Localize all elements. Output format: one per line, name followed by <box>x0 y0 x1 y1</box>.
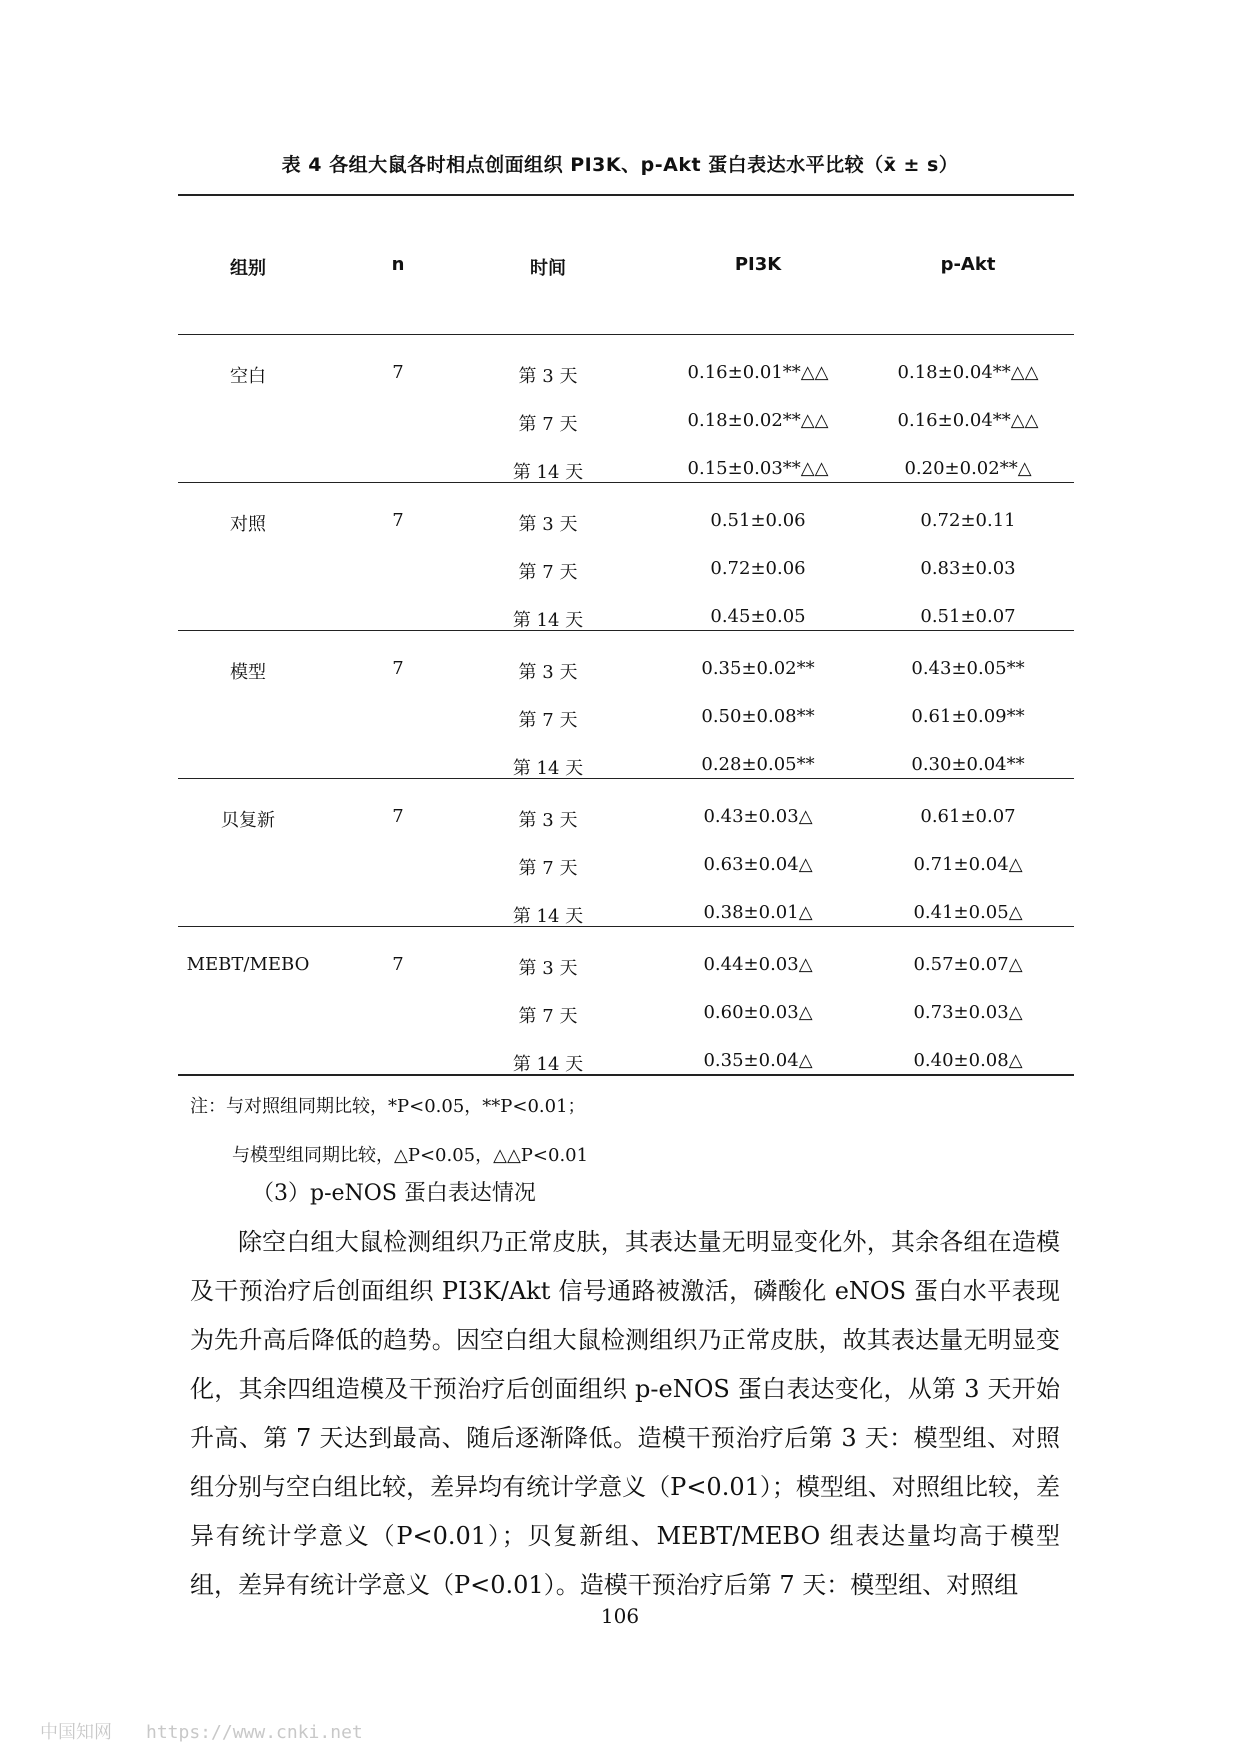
time-cell: 第 7 天 <box>518 562 578 583</box>
time-cell: 第 7 天 <box>518 710 578 731</box>
pi3k-cell: 0.63±0.04△ <box>703 854 813 875</box>
pi3k-cell: 0.16±0.01**△△ <box>687 362 829 383</box>
page-number: 106 <box>600 1604 640 1628</box>
watermark-url: https://www.cnki.net <box>146 1722 363 1743</box>
header-pi3k: PI3K <box>734 254 782 275</box>
pi3k-cell: 0.45±0.05 <box>710 606 806 627</box>
time-cell: 第 3 天 <box>518 958 578 979</box>
time-cell: 第 7 天 <box>518 858 578 879</box>
table-note-1: 注：与对照组同期比较，*P<0.05，**P<0.01； <box>190 1096 586 1117</box>
table-group-model <box>178 630 1074 778</box>
time-cell: 第 14 天 <box>512 462 584 483</box>
header-n: n <box>391 254 405 275</box>
pi3k-cell: 0.44±0.03△ <box>703 954 813 975</box>
time-cell: 第 3 天 <box>518 810 578 831</box>
group-name: 贝复新 <box>221 810 275 831</box>
pakt-cell: 0.40±0.08△ <box>913 1050 1023 1071</box>
pi3k-cell: 0.15±0.03**△△ <box>687 458 829 479</box>
table-caption: 表 4 各组大鼠各时相点创面组织 PI3K、p-Akt 蛋白表达水平比较（x̄ ± s） <box>281 154 959 176</box>
pi3k-cell: 0.38±0.01△ <box>703 902 813 923</box>
time-cell: 第 3 天 <box>518 514 578 535</box>
table-group-beifuxin <box>178 778 1074 926</box>
table-note-2: 与模型组同期比较，△P<0.05，△△P<0.01 <box>232 1145 589 1166</box>
pi3k-cell: 0.50±0.08** <box>701 706 815 727</box>
pakt-cell: 0.61±0.07 <box>920 806 1016 827</box>
time-cell: 第 3 天 <box>518 662 578 683</box>
time-cell: 第 14 天 <box>512 906 584 927</box>
time-cell: 第 14 天 <box>512 1054 584 1075</box>
body-paragraph: 除空白组大鼠检测组织乃正常皮肤，其表达量无明显变化外，其余各组在造模及干预治疗后创面组织 PI3K/Akt 信号通路被激活，磷酸化 eNOS 蛋白水平表现为先升高后降低的趋势。因空白组大鼠检测组织乃正常皮肤，故其表达量无明显变化，其余四组造模及干预治疗后创面组织 p-eNOS 蛋白表达变化，从第 3 天开始升高、第 7 天达到最高、随后逐渐降低。造模干预治疗后第 3 天：模型组、对照组分别与空白组比较，差异均有统计学意义（P<0.01）；模型组、对照组比较，差异有统计学意义（P<0.01）；贝复新组、MEBT/MEBO 组表达量均高于模型组，差异有统计学意义（P<0.01）。造模干预治疗后第 7 天：模型组、对照组 <box>190 1228 1060 1599</box>
header-time: 时间 <box>530 258 566 279</box>
section-heading: （3）p-eNOS 蛋白表达情况 <box>252 1181 536 1206</box>
pakt-cell: 0.41±0.05△ <box>913 902 1023 923</box>
pakt-cell: 0.72±0.11 <box>920 510 1016 531</box>
pi3k-cell: 0.51±0.06 <box>710 510 806 531</box>
table-header-row <box>178 194 1074 334</box>
table-group-mebt <box>178 926 1074 1074</box>
watermark-brand: 中国知网 <box>40 1722 112 1743</box>
group-name: 模型 <box>230 662 266 683</box>
group-n: 7 <box>392 510 404 531</box>
pakt-cell: 0.83±0.03 <box>920 558 1016 579</box>
group-n: 7 <box>392 362 404 383</box>
pakt-cell: 0.18±0.04**△△ <box>897 362 1039 383</box>
pakt-cell: 0.51±0.07 <box>920 606 1016 627</box>
pi3k-cell: 0.43±0.03△ <box>703 806 813 827</box>
time-cell: 第 14 天 <box>512 758 584 779</box>
pakt-cell: 0.43±0.05** <box>911 658 1025 679</box>
pi3k-cell: 0.35±0.04△ <box>703 1050 813 1071</box>
table-group-blank <box>178 334 1074 482</box>
group-name: 空白 <box>230 366 266 387</box>
data-table <box>178 194 1074 1076</box>
table-group-control <box>178 482 1074 630</box>
pakt-cell: 0.61±0.09** <box>911 706 1025 727</box>
group-n: 7 <box>392 954 404 975</box>
pakt-cell: 0.71±0.04△ <box>913 854 1023 875</box>
pi3k-cell: 0.35±0.02** <box>701 658 815 679</box>
pakt-cell: 0.30±0.04** <box>911 754 1025 775</box>
pi3k-cell: 0.72±0.06 <box>710 558 806 579</box>
pi3k-cell: 0.18±0.02**△△ <box>687 410 829 431</box>
group-n: 7 <box>392 658 404 679</box>
pakt-cell: 0.57±0.07△ <box>913 954 1023 975</box>
pi3k-cell: 0.28±0.05** <box>701 754 815 775</box>
time-cell: 第 7 天 <box>518 1006 578 1027</box>
time-cell: 第 7 天 <box>518 414 578 435</box>
watermark <box>40 1718 363 1744</box>
time-cell: 第 14 天 <box>512 610 584 631</box>
group-n: 7 <box>392 806 404 827</box>
header-pakt: p-Akt <box>940 254 996 275</box>
time-cell: 第 3 天 <box>518 366 578 387</box>
table-bottom-rule <box>178 1074 1074 1076</box>
header-group: 组别 <box>230 258 266 279</box>
pakt-cell: 0.20±0.02**△ <box>904 458 1032 479</box>
pakt-cell: 0.16±0.04**△△ <box>897 410 1039 431</box>
pakt-cell: 0.73±0.03△ <box>913 1002 1023 1023</box>
group-name: MEBT/MEBO <box>186 954 310 975</box>
pi3k-cell: 0.60±0.03△ <box>703 1002 813 1023</box>
group-name: 对照 <box>230 514 266 535</box>
